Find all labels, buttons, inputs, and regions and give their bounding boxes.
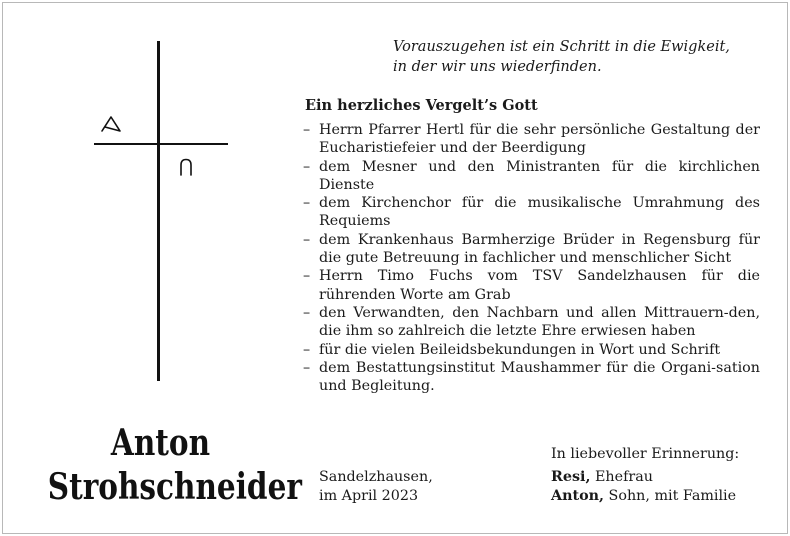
thanks-heading: Ein herzliches Vergelt’s Gott bbox=[305, 97, 538, 114]
family-line-1 bbox=[551, 468, 736, 487]
list-item bbox=[303, 304, 760, 341]
dash-bullet: – bbox=[303, 122, 311, 138]
list-item-text: Herrn Pfarrer Hertl für die sehr persönliche Gestaltung der Eucharistiefeier und der Beerdigung bbox=[319, 122, 760, 157]
list-item bbox=[303, 158, 760, 195]
list-item-text: dem Krankenhaus Barmherzige Brüder in Regensburg für die gute Betreuung in fachlicher und menschlicher Sicht bbox=[319, 231, 760, 267]
family-signature bbox=[551, 468, 736, 506]
family-relation-1: Ehefrau bbox=[590, 469, 653, 485]
dash-bullet: – bbox=[303, 268, 311, 285]
alpha-icon bbox=[100, 115, 122, 133]
list-item-text: dem Kirchenchor für die musikalische Umrahmung des Requiems bbox=[319, 195, 760, 230]
list-item-text: dem Mesner und den Ministranten für die kirchlichen Dienste bbox=[319, 158, 760, 193]
list-item-text: den Verwandten, den Nachbarn und allen Mittrauern-den, die ihm so zahlreich die letzte Ehre erwiesen haben bbox=[319, 304, 760, 340]
list-item bbox=[303, 267, 760, 304]
dash-bullet: – bbox=[303, 158, 311, 175]
list-item bbox=[303, 121, 760, 158]
motto-line-1: Vorauszugehen ist ein Schritt in die Ewigkeit, bbox=[393, 39, 730, 55]
list-item-text: für die vielen Beileidsbekundungen in Wort und Schrift bbox=[319, 341, 721, 358]
family-line-2 bbox=[551, 487, 736, 506]
family-name-1: Resi, bbox=[551, 469, 591, 485]
list-item bbox=[303, 194, 760, 231]
dash-bullet: – bbox=[303, 195, 311, 212]
memory-label: In liebevoller Erinnerung: bbox=[551, 446, 740, 462]
list-item bbox=[303, 359, 760, 396]
thanks-list bbox=[303, 121, 760, 395]
cross-vertical-beam bbox=[157, 41, 160, 381]
place: Sandelzhausen, bbox=[319, 469, 433, 485]
first-name: Anton bbox=[110, 422, 211, 464]
omega-icon bbox=[179, 158, 193, 176]
list-item bbox=[303, 231, 760, 268]
dash-bullet: – bbox=[303, 304, 311, 321]
cross-horizontal-beam bbox=[94, 143, 228, 145]
motto bbox=[393, 37, 773, 77]
date: im April 2023 bbox=[319, 488, 419, 504]
motto-line-2: in der wir uns wiederfinden. bbox=[393, 59, 602, 75]
dash-bullet: – bbox=[303, 359, 311, 376]
dash-bullet: – bbox=[303, 341, 311, 358]
list-item bbox=[303, 341, 760, 359]
last-name: Strohschneider bbox=[47, 466, 302, 508]
family-name-2: Anton, bbox=[551, 488, 604, 504]
notice-frame bbox=[2, 2, 788, 534]
list-item-text: dem Bestattungsinstitut Maushammer für die Organi-sation und Begleitung. bbox=[319, 359, 760, 395]
dash-bullet: – bbox=[303, 231, 311, 248]
place-date bbox=[319, 468, 433, 506]
family-relation-2: Sohn, mit Familie bbox=[604, 488, 737, 504]
list-item-text: Herrn Timo Fuchs vom TSV Sandelzhausen für die rührenden Worte am Grab bbox=[319, 268, 760, 303]
deceased-name bbox=[47, 421, 302, 509]
